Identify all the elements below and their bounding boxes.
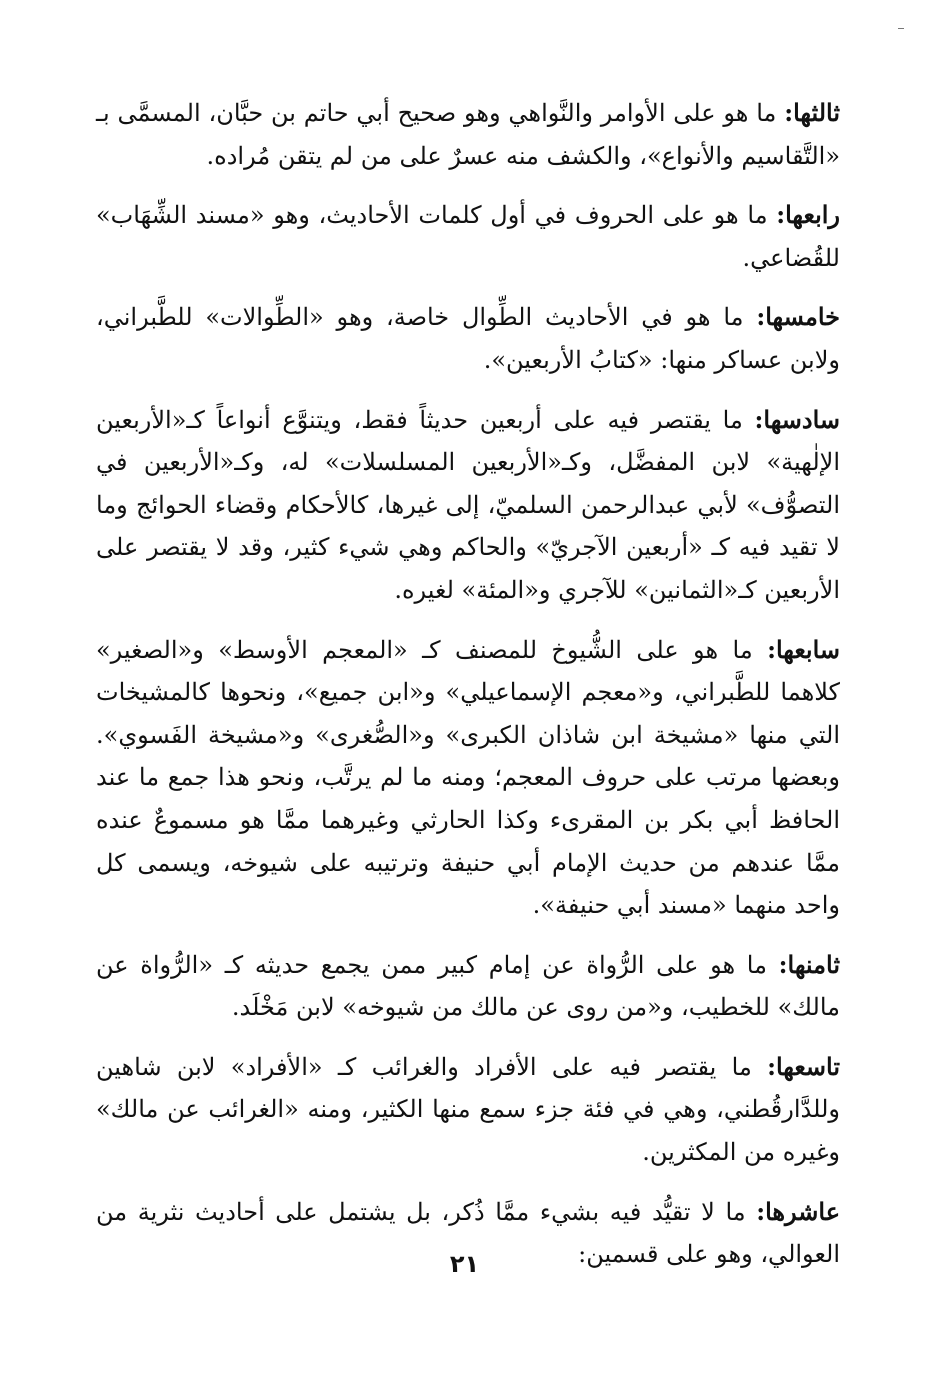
paragraph-lead: رابعها: (776, 200, 840, 230)
paragraph-text: ما هو على الأوامر والنَّواهي وهو صحيح أبي حاتم بن حبَّان، المسمَّى بـ «التَّقاسيم والأنواع»، والكشف منه عسرٌ على من لم يتقن مُراده. (96, 99, 840, 170)
paragraph-lead: سابعها: (767, 634, 840, 664)
paragraph-text: ما هو على الشُّيوخ للمصنف كـ «المعجم الأوسط» و«الصغير» كلاهما للطَّبراني، و«معجم الإسماعيلي» و«ابن جميع»، ونحوها كالمشيخات التي منها «مشيخة ابن شاذان الكبرى» و«الصُّغرى» و«مشيخة الفَسوي». وبعضها مرتب على حروف المعجم؛ ومنه ما لم يرتَّب، ونحو هذا جمع ما عند الحافظ أبي بكر بن المقرىء وكذا الحارثي وغيرهما ممَّا هو مسموعٌ عنده ممَّا عندهم من حديث الإمام أبي حنيفة وترتيبه على شيوخه، ويسمى كل واحد منهما «مسند أبي حنيفة». (96, 635, 840, 920)
paragraph-lead: سادسها: (754, 404, 840, 434)
paragraph-lead: تاسعها: (767, 1051, 840, 1081)
paragraph-text: ما هو على الحروف في أول كلمات الأحاديث، وهو «مسند الشِّهَاب» للقُضاعي. (96, 201, 840, 272)
paragraph-third (96, 92, 840, 177)
paragraph-text: ما يقتصر فيه على الأفراد والغرائب كـ «الأفراد» لابن شاهين وللدَّارقُطني، وهي في فئة جزء سمع منها الكثير، ومنه «الغرائب عن مالك» وغيره من المكثرين. (96, 1052, 840, 1167)
page-body (96, 92, 840, 1293)
paragraph-fourth (96, 194, 840, 279)
paragraph-fifth (96, 296, 840, 381)
paragraph-lead: خامسها: (756, 302, 840, 332)
paragraph-text: ما يقتصر فيه على أربعين حديثاً فقط، ويتنوَّع أنواعاً كـ«الأربعين الإلٰهية» لابن المفضَّل، وكـ«الأربعين المسلسلات» له، وكـ«الأربعين في التصوُّف» لأبي عبدالرحمن السلميّ، إلى غيرها، كالأحكام وقضاء الحوائج وما لا تقيد فيه كـ «أربعين الآجريّ» والحاكم وهي شيء كثير، وقد لا يقتصر على الأربعين كـ«الثمانين» للآجري و«المئة» لغيره. (96, 405, 840, 604)
paragraph-text: ما لا تقيُّد فيه بشيء ممَّا ذُكر، بل يشتمل على أحاديث نثرية من العوالي، وهو على قسمين: (96, 1197, 840, 1269)
paragraph-lead: عاشرها: (756, 1196, 841, 1226)
paragraph-ninth (96, 1046, 840, 1174)
paragraph-text: ما هو في الأحاديث الطِّوال خاصة، وهو «الطِّوالات» للطَّبراني، ولابن عساكر منها: «كتابُ الأربعين». (96, 303, 840, 374)
page-number: ٢١ (449, 1250, 480, 1278)
paragraph-sixth (96, 399, 840, 612)
paragraph-lead: ثالثها: (784, 98, 840, 127)
paragraph-text: ما هو على الرُّواة عن إمام كبير ممن يجمع حديثه كـ «الرُّواة عن مالك» للخطيب، و«من روى عن مالك من شيوخه» لابن مَخْلَد. (96, 950, 840, 1022)
page-corner-mark (898, 28, 904, 29)
paragraph-lead: ثامنها: (778, 949, 840, 979)
paragraph-seventh (96, 629, 840, 927)
paragraph-eighth (96, 944, 840, 1029)
